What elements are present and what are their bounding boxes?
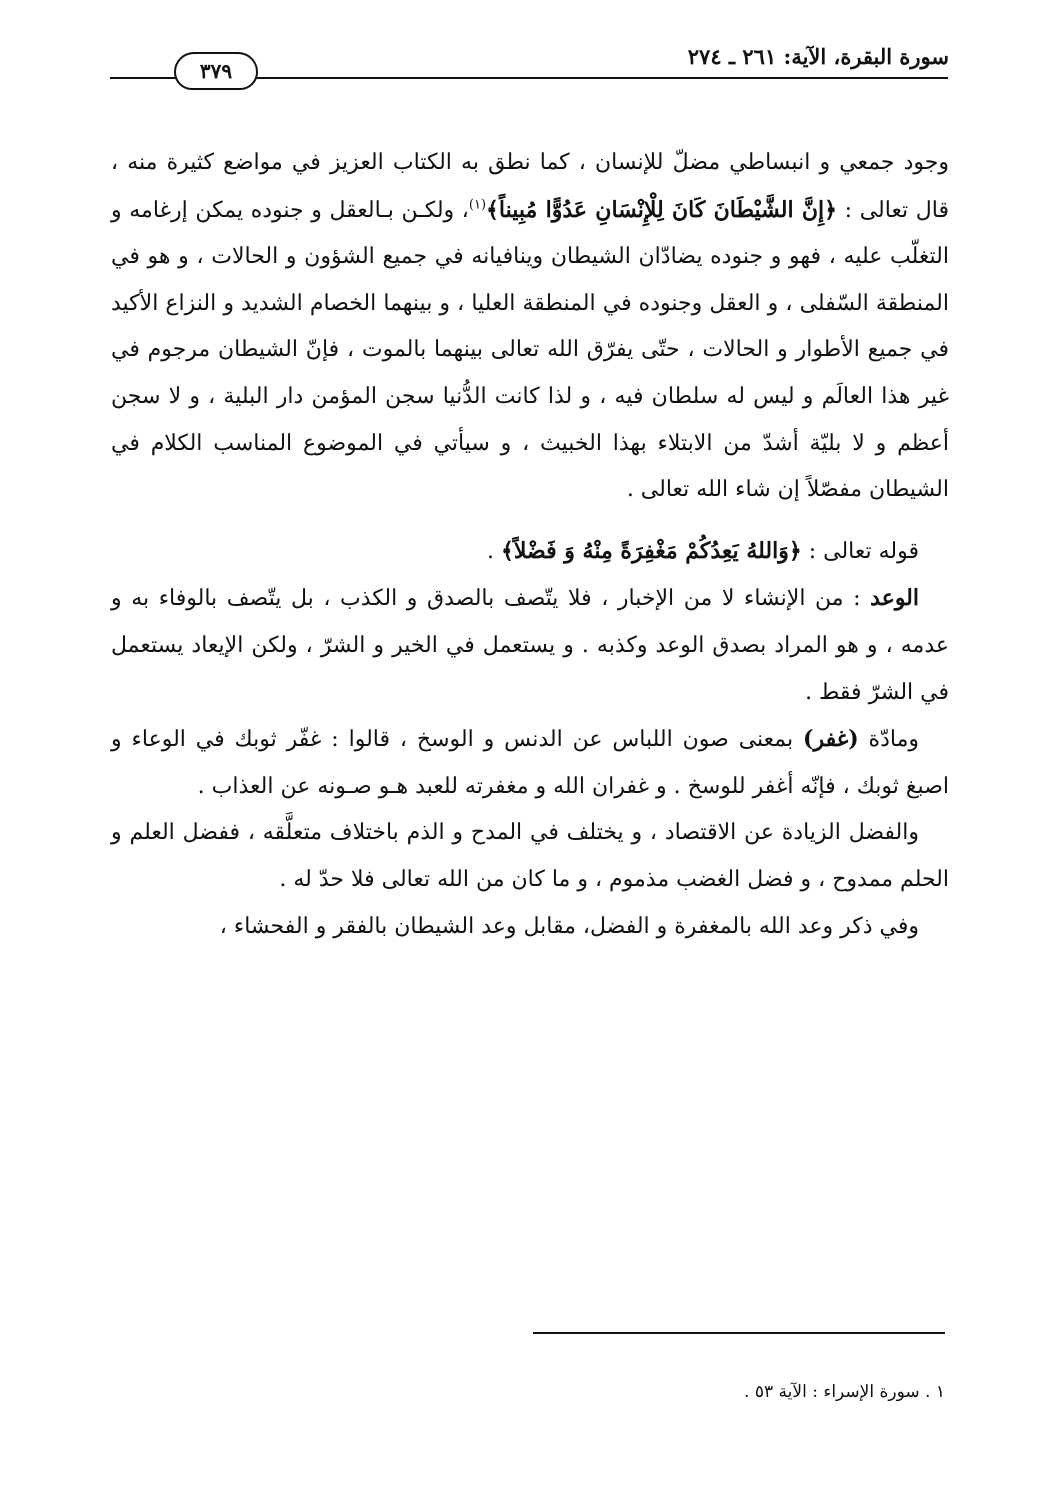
term-ghafr: (غفر) bbox=[803, 726, 859, 753]
footnote-marker-1: (١) bbox=[468, 197, 487, 213]
paragraph-3 bbox=[111, 575, 949, 716]
paragraph-2-text-a: قوله تعالى : bbox=[801, 538, 919, 564]
page-number: ٣٧٩ bbox=[174, 52, 258, 90]
paragraph-1 bbox=[111, 140, 949, 514]
paragraph-6: وفي ذكر وعد الله بالمغفرة و الفضل، مقابل وعد الشيطان بالفقر و الفحشاء ، bbox=[219, 913, 919, 939]
footnote-rule bbox=[533, 1332, 945, 1334]
running-head: سورة البقرة، الآية: ٢٦١ ـ ٢٧٤ bbox=[687, 44, 949, 69]
main-text bbox=[111, 140, 949, 950]
footnote-1: ١ . سورة الإسراء : الآية ٥٣ . bbox=[744, 1382, 945, 1402]
term-al-waad: الوعد bbox=[870, 585, 919, 612]
quran-verse-1: ﴿إِنَّ الشَّيْطَانَ كَانَ لِلْإِنْسَانِ عَدُوًّا مُبِيناً﴾ bbox=[486, 196, 838, 223]
paragraph-4-text-a: ومادّة bbox=[858, 727, 919, 753]
quran-verse-2: ﴿وَاللهُ يَعِدُكُمْ مَغْفِرَةً مِنْهُ وَ فَضْلاً﴾ bbox=[500, 537, 802, 564]
paragraph-2 bbox=[111, 528, 949, 576]
paragraph-1-text-b: ، ولكـن بـالعقل و جنوده يمكن إرغامه و التغلّب عليه ، فهو و جنوده يضادّان الشيطان وينافيانه في جميع الشؤون و الحالات ، و هو في المنطقة السّفلى ، و العقل وجنوده في المنطقة العليا ، و بينهما الخصام الشديد و النزاع الأكيد في جميع الأطوار و الحالات ، حتّى يفرّق الله تعالى بينهما بالموت ، فإنّ الشيطان مرجوم في غير هذا العالَم و ليس له سلطان فيه ، و لذا كانت الدُّنيا سجن المؤمن دار البلية ، و لا سجن أعظم و لا بليّة أشدّ من الابتلاء بهذا الخبيث ، و سيأتي في الموضوع المناسب الكلام في الشيطان مفصّلاً إن شاء الله تعالى . bbox=[111, 197, 949, 503]
paragraph-3-text: : من الإنشاء لا من الإخبار ، فلا يتّصف بالصدق و الكذب ، بل يتّصف بالوفاء به و عدمه ، و هو المراد بصدق الوعد وكذبه . و يستعمل في الخير و الشرّ ، ولكن الإيعاد يستعمل في الشرّ فقط . bbox=[111, 586, 949, 705]
paragraph-5: والفضل الزيادة عن الاقتصاد ، و يختلف في المدح و الذم باختلاف متعلَّقه ، ففضل العلم و الحلم ممدوح ، و فضل الغضب مذموم ، و ما كان من الله تعالى فلا حدّ له . bbox=[111, 820, 949, 892]
paragraph-4 bbox=[111, 716, 949, 810]
paragraph-1-text-a: وجود جمعي و انبساطي مضلّ للإنسان ، كما نطق به الكتاب العزيز في مواضع كثيرة منه ، قال تعالى : bbox=[111, 150, 950, 223]
paragraph-4-text-b: بمعنى صون اللباس عن الدنس و الوسخ ، قالوا : غفّر ثوبك في الوعاء و اصبغ ثوبك ، فإنّه أغفر للوسخ . و غفران الله و مغفرته للعبد هـو صـونه عن العذاب . bbox=[111, 727, 949, 799]
paragraph-2-text-b: . bbox=[486, 538, 501, 564]
